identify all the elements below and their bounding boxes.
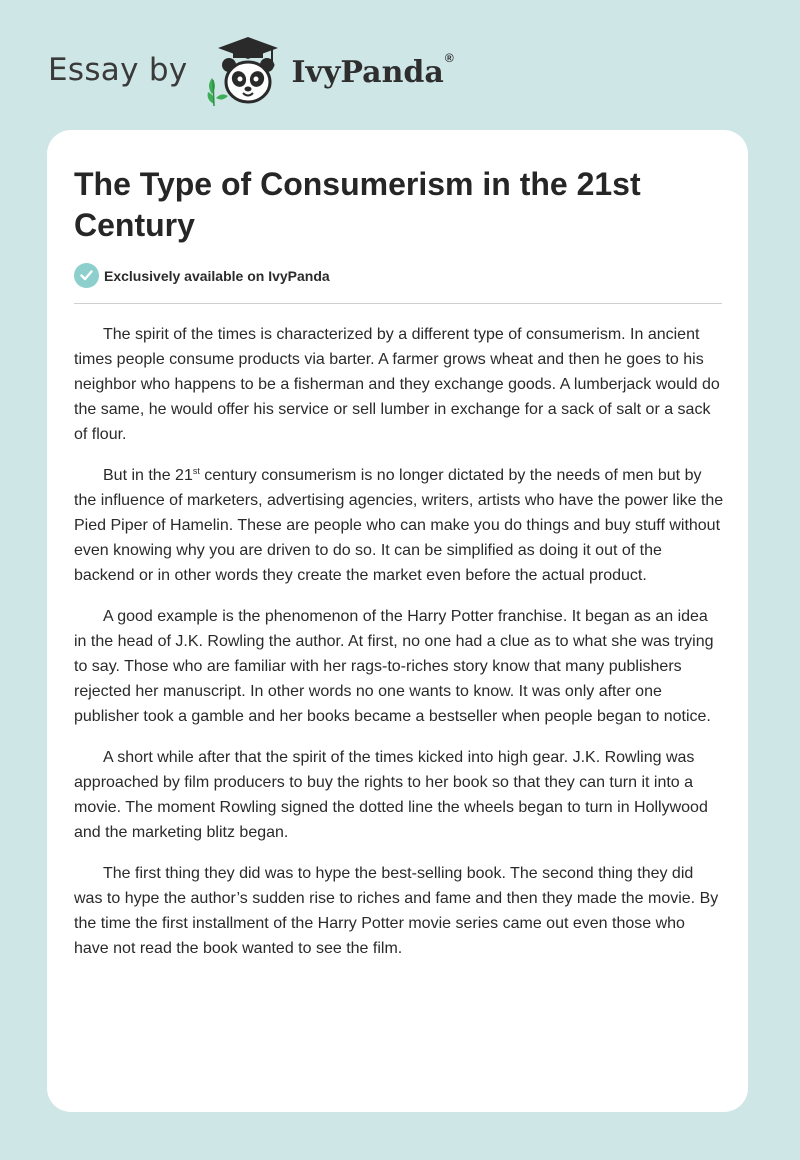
essay-by-label: Essay by bbox=[48, 52, 188, 88]
check-circle-icon bbox=[74, 263, 99, 288]
paragraph-1: The spirit of the times is characterized by a different type of consumerism. In ancient times people consume products via barter. A farmer grows wheat and then he goes to his neighbor who happens to be a fisherman and they exchange goods. A lumberjack would do the same, he would offer his service or sell lumber in exchange for a sack of salt or a sack of flour. bbox=[74, 326, 720, 443]
panda-graduate-icon[interactable] bbox=[202, 34, 286, 108]
exclusive-badge-label: Exclusively available on IvyPanda bbox=[104, 267, 330, 284]
paragraph-4: A short while after that the spirit of the times kicked into high gear. J.K. Rowling was approached by film producers to buy the rights to her book so that they can turn it into a movie. The moment Rowling signed the dotted line the wheels began to turn in Hollywood and the marketing blitz began. bbox=[74, 749, 708, 841]
brand-name[interactable]: IvyPanda® bbox=[291, 50, 454, 90]
paragraph-2: But in the 21st century consumerism is no longer dictated by the needs of men but by the influence of marketers, advertising agencies, writers, artists who have the power like the Pied Piper of Hamelin. These are people who can make you do things and buy stuff without even knowing why you are driven to do so. It can be simplified as doing it out of the backend or in other words they create the market even before the actual product. bbox=[74, 466, 724, 584]
essay-body bbox=[74, 322, 724, 977]
divider bbox=[74, 303, 722, 304]
exclusive-badge bbox=[74, 263, 330, 288]
registered-mark: ® bbox=[444, 50, 454, 65]
superscript-st: st bbox=[192, 466, 200, 476]
essay-title: The Type of Consumerism in the 21st Century bbox=[74, 166, 641, 243]
paragraph-3: A good example is the phenomenon of the Harry Potter franchise. It began as an idea in the head of J.K. Rowling the author. At first, no one had a clue as to what she was trying to say. Those who are familiar with her rags-to-riches story know that many publishers rejected her manuscript. In other words no one wants to know. It was only after one publisher took a gamble and her books became a bestseller when people began to notice. bbox=[74, 608, 714, 725]
essay-card bbox=[47, 130, 748, 1112]
site-header bbox=[48, 34, 454, 108]
paragraph-5: The first thing they did was to hype the best-selling book. The second thing they did was to hype the author’s sudden rise to riches and fame and then they made the movie. By the time the first installment of the Harry Potter movie series came out even those who have not read the book wanted to see the film. bbox=[74, 865, 719, 957]
